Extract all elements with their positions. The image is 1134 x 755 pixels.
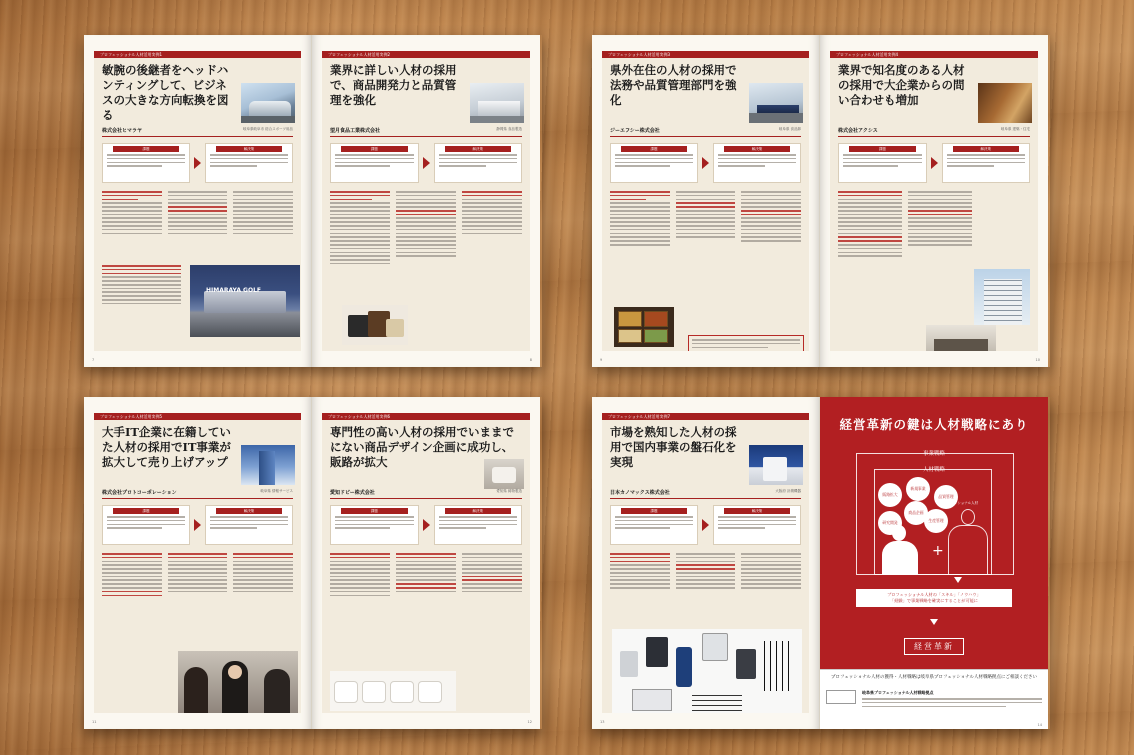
bubble-new-business: 新規事業 (906, 477, 930, 501)
problem-solution-flow (330, 143, 522, 183)
instrument-photo (749, 445, 803, 485)
arrow-down-icon (954, 577, 962, 583)
org-logo (826, 690, 856, 704)
problem-box (838, 143, 927, 183)
strategy-panel (820, 397, 1048, 669)
page-9 (592, 35, 820, 367)
page-number: 11 (92, 720, 97, 724)
solution-box (434, 505, 523, 545)
bubble-rd: 研究開発 (878, 511, 902, 535)
company-name-row (610, 489, 801, 499)
solution-box (713, 143, 801, 183)
company-name-row (610, 127, 801, 137)
bubble-production: 生産管理 (924, 509, 948, 533)
golf-store-photo (190, 265, 300, 337)
problem-box (102, 505, 190, 545)
solution-box (205, 143, 293, 183)
solution-label: 解決策 (216, 508, 282, 514)
solution-label: 解決策 (216, 146, 282, 152)
article-headline: 県外在住の人材の採用で法務や品質管理部門を強化 (610, 63, 737, 107)
body-columns (102, 553, 293, 637)
solution-box (942, 143, 1031, 183)
solution-box (713, 505, 801, 545)
spread-4 (592, 397, 1050, 729)
solution-box (434, 143, 523, 183)
solution-box (205, 505, 293, 545)
problem-box (610, 143, 698, 183)
category-band: プロフェッショナル人材活用実例5 (94, 413, 301, 420)
problem-label: 課題 (113, 508, 179, 514)
category-band: プロフェッショナル人材活用実例4 (830, 51, 1038, 58)
problem-label: 課題 (621, 146, 687, 152)
company-name: 株式会社アクシス (838, 128, 878, 134)
category-band: プロフェッショナル人材活用実例2 (322, 51, 530, 58)
arrow-right-icon (423, 519, 430, 531)
building-photo (241, 83, 295, 123)
page-number: 7 (92, 358, 95, 362)
problem-solution-flow (610, 143, 801, 183)
band-line-1: プロフェッショナル人材の「スキル」「ノウハウ」 (887, 592, 981, 597)
problem-box (330, 143, 419, 183)
company-name-row (330, 489, 522, 499)
problem-box (330, 505, 419, 545)
band-line-2: 「経験」で事業戦略を確実にすることが可能に (890, 598, 978, 603)
factory-photo (470, 83, 524, 123)
solution-label: 解決策 (724, 508, 790, 514)
measurement-devices-photo (612, 629, 802, 713)
body-columns-lower (102, 265, 181, 333)
problem-label: 課題 (341, 508, 408, 514)
arrow-down-icon (930, 619, 938, 625)
page-13 (592, 397, 820, 729)
page-number: 10 (1035, 358, 1040, 362)
footer-org: 岐阜県プロフェッショナル人材戦略拠点 (862, 690, 934, 695)
arrow-right-icon (931, 157, 938, 169)
company-name-row (102, 489, 293, 499)
body-columns (610, 553, 801, 613)
company-meta: 静岡県 食品製造 (496, 127, 522, 131)
article-headline: 敏腕の後継者をヘッドハンティングして、ビジネスの大きな方向転換を図る (102, 63, 229, 122)
page-number: 13 (600, 720, 605, 724)
category-band: プロフェッショナル人材活用実例6 (322, 413, 530, 420)
footer-title: プロフェッショナル人材の獲得・人材戦略は岐阜県プロフェッショナル人材戦略拠点にご相談ください (831, 675, 1037, 680)
problem-solution-flow (330, 505, 522, 545)
cookware-products-photo (330, 671, 456, 711)
body-columns (102, 191, 293, 201)
solution-label: 解決策 (953, 146, 1020, 152)
office-interior-photo (978, 83, 1032, 123)
arrow-right-icon (194, 519, 201, 531)
company-name-row (102, 127, 293, 137)
thinking-person-icon (882, 525, 918, 575)
page-number: 9 (600, 358, 603, 362)
page-number: 8 (529, 358, 532, 362)
professional-person-icon (948, 509, 988, 575)
page-10 (820, 35, 1048, 367)
problem-solution-flow (610, 505, 801, 545)
bubble-quality: 品質管理 (934, 485, 958, 509)
solution-label: 解決策 (445, 146, 512, 152)
bubble-planning: 商品企画 (904, 501, 928, 525)
company-name: 望月食品工業株式会社 (330, 128, 381, 134)
company-meta: 大阪府 計測機器 (775, 489, 801, 493)
category-band: プロフェッショナル人材活用実例1 (94, 51, 301, 58)
bubble-sales: 販路拡大 (878, 483, 902, 507)
article-headline: 業界に詳しい人材の採用で、商品開発力と品質管理を強化 (330, 63, 457, 107)
solution-label: 解決策 (445, 508, 512, 514)
spread-1 (84, 35, 542, 367)
company-name: ジーエフシー株式会社 (610, 128, 660, 134)
innovation-label: 経営革新 (904, 638, 964, 655)
store-sign: HIMARAYA GOLF (206, 287, 262, 294)
company-meta: 岐阜県 食品卸 (778, 127, 801, 131)
article-headline: 市場を熟知した人材の採用で国内事業の盤石化を実現 (610, 425, 737, 469)
company-name-row (838, 127, 1030, 137)
article-headline: 大手IT企業に在籍していた人材の採用でIT事業が拡大して売り上げアップ (102, 425, 231, 469)
problem-label: 課題 (621, 508, 687, 514)
problem-box (102, 143, 190, 183)
page-14 (820, 397, 1048, 729)
solution-label: 解決策 (724, 146, 790, 152)
spread-2 (592, 35, 1050, 367)
category-band: プロフェッショナル人材活用実例3 (602, 51, 809, 58)
problem-solution-flow (838, 143, 1030, 183)
problem-solution-flow (102, 505, 293, 545)
arrow-right-icon (194, 157, 201, 169)
company-meta: 岐阜県岐阜市 総合スポーツ用品 (243, 127, 293, 131)
contact-footer (820, 669, 1048, 729)
company-name: 愛知ドビー株式会社 (330, 490, 375, 496)
problem-box (610, 505, 698, 545)
warehouse-photo (749, 83, 803, 123)
company-meta: 愛知県 鋳物製造 (496, 489, 522, 493)
cookware-hands-photo (484, 459, 524, 489)
body-columns (330, 553, 522, 645)
category-band: プロフェッショナル人材活用実例7 (602, 413, 809, 420)
page-8 (312, 35, 540, 367)
page-11 (84, 397, 312, 729)
hr-strategy-label: 人材戦略 (922, 467, 945, 473)
spread-3 (84, 397, 542, 729)
problem-label: 課題 (341, 146, 408, 152)
problem-solution-flow (102, 143, 293, 183)
problem-label: 課題 (849, 146, 916, 152)
team-meeting-photo (178, 651, 298, 713)
tower-photo (241, 445, 295, 485)
office-building-photo (974, 269, 1030, 325)
problem-label: 課題 (113, 146, 179, 152)
quote-box (688, 335, 804, 351)
article-headline: 業界で知名度のある人材の採用で大企業からの問い合わせも増加 (838, 63, 965, 107)
arrow-right-icon (423, 157, 430, 169)
body-columns (838, 191, 972, 333)
page-number: 14 (1037, 723, 1042, 727)
business-strategy-label: 事業戦略 (922, 451, 945, 457)
company-meta: 岐阜県 情報サービス (260, 489, 293, 493)
professional-value-band (856, 589, 1012, 607)
company-name: 株式会社ヒマラヤ (102, 128, 143, 134)
company-meta: 岐阜県 建築・住宅 (1000, 127, 1030, 131)
company-name: 株式会社プロトコーポレーション (102, 490, 177, 496)
pro-label: プロフェッショナル人材 (940, 501, 979, 505)
workspace-photo (926, 325, 996, 351)
food-products-photo (342, 305, 408, 345)
arrow-right-icon (702, 157, 709, 169)
bento-photo (614, 307, 674, 347)
panel-title: 経営革新の鍵は人材戦略にあり (839, 417, 1029, 432)
company-name-row (330, 127, 522, 137)
page-7 (84, 35, 312, 367)
company-name: 日本カノマックス株式会社 (610, 490, 670, 496)
page-number: 12 (527, 720, 532, 724)
plus-icon: + (932, 543, 944, 559)
arrow-right-icon (702, 519, 709, 531)
page-12 (312, 397, 540, 729)
article-headline: 専門性の高い人材の採用でいままでにない商品デザイン企画に成功し、販路が拡大 (330, 425, 514, 469)
